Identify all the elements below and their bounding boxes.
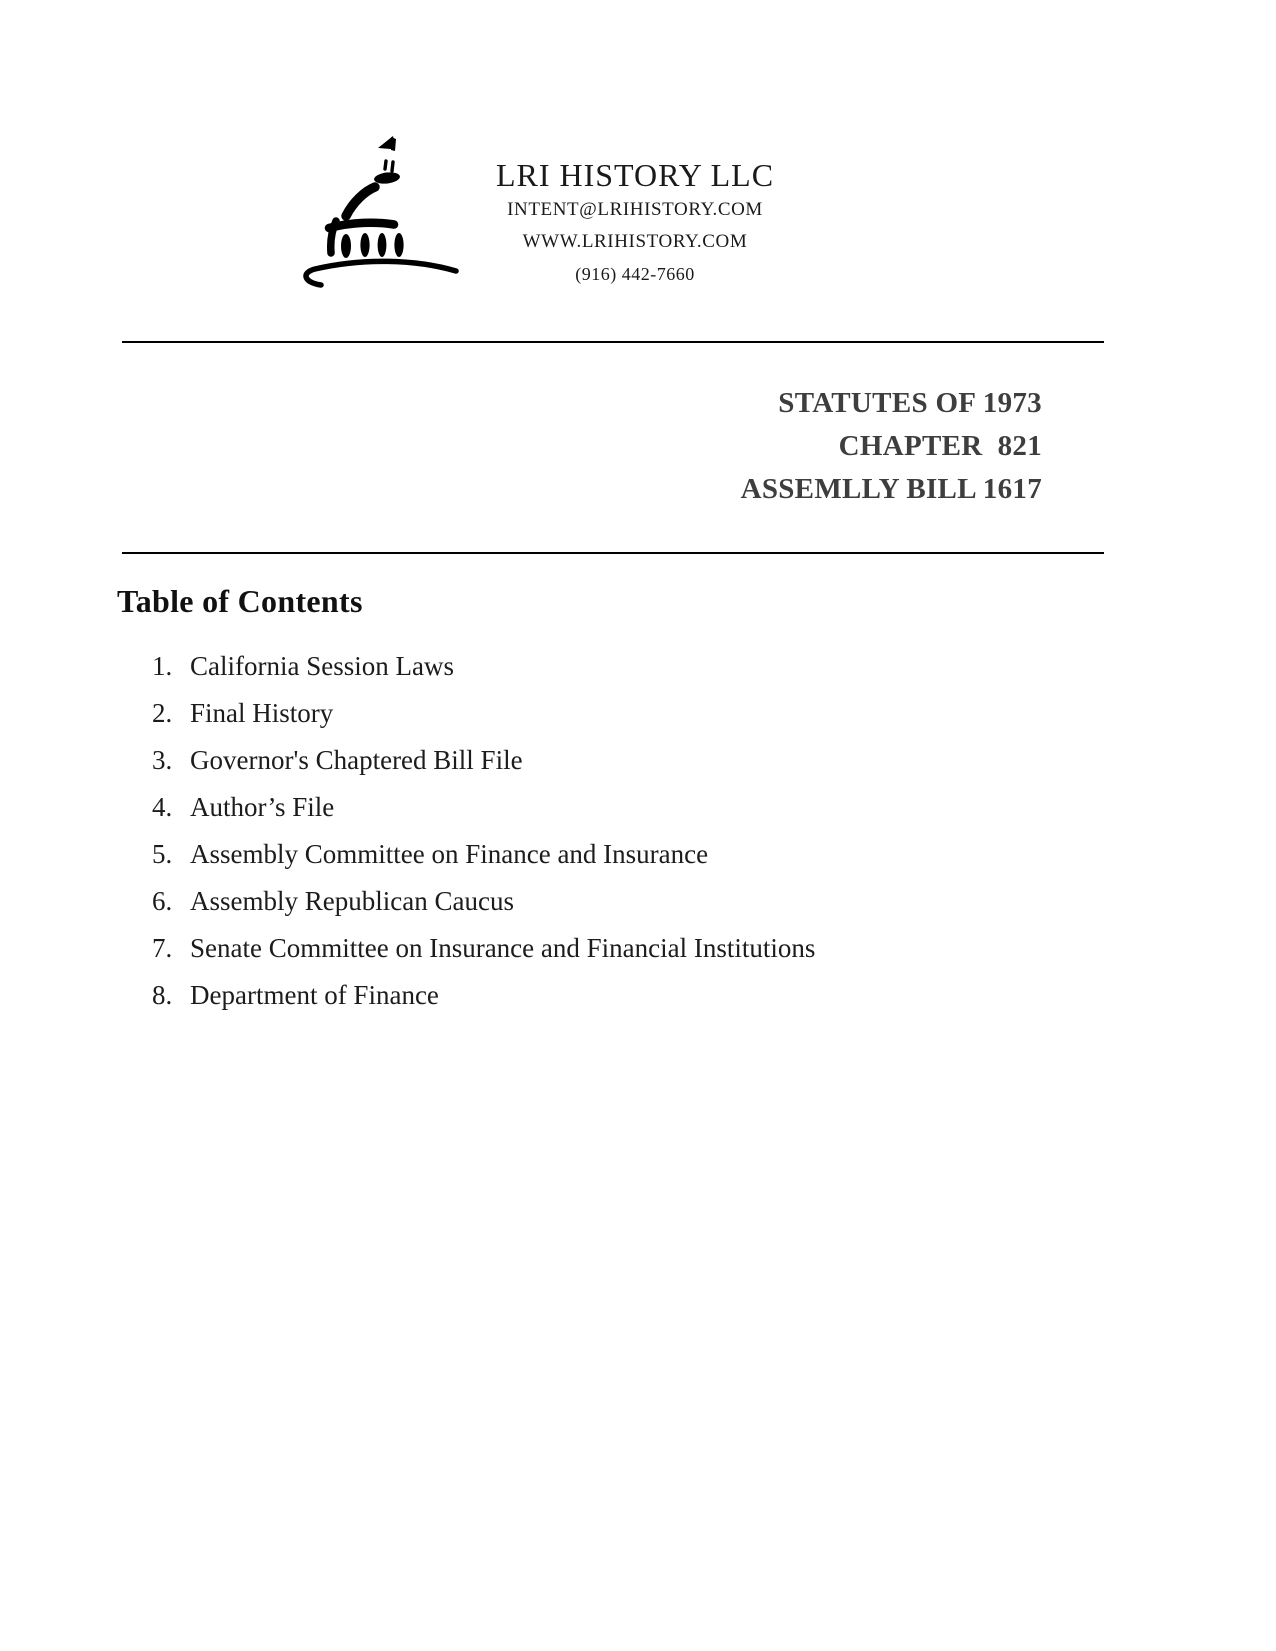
toc-item-number: 1.: [152, 651, 173, 681]
assembly-bill-line: ASSEMLLY BILL 1617: [740, 473, 1042, 505]
toc-item: [152, 699, 815, 727]
toc-item-label: Department of Finance: [190, 980, 439, 1010]
toc-item-label: Assembly Republican Caucus: [190, 886, 514, 916]
toc-item: [152, 793, 815, 821]
toc-item: [152, 746, 815, 774]
company-email: INTENT@LRIHISTORY.COM: [507, 199, 763, 220]
divider-top: [122, 341, 1104, 343]
company-website: WWW.LRIHISTORY.COM: [522, 231, 748, 252]
toc-item: [152, 934, 815, 962]
toc-item: [152, 981, 815, 1009]
toc-item: [152, 887, 815, 915]
toc-item-label: Assembly Committee on Finance and Insurance: [190, 839, 709, 869]
toc-item-label: Author’s File: [190, 792, 335, 822]
toc-item-number: 3.: [152, 745, 173, 775]
toc-item-number: 4.: [152, 792, 173, 822]
letterhead: [405, 156, 865, 290]
toc-item-number: 6.: [152, 886, 173, 916]
toc-item-number: 8.: [152, 980, 173, 1010]
toc-heading: Table of Contents: [117, 583, 363, 619]
toc-item-number: 5.: [152, 839, 173, 869]
company-name: LRI HISTORY LLC: [495, 157, 775, 193]
toc-item-label: Final History: [190, 698, 334, 728]
toc-item: [152, 652, 815, 680]
toc-item-number: 2.: [152, 698, 173, 728]
statutes-line: STATUTES OF 1973: [778, 387, 1042, 419]
toc-item-number: 7.: [152, 933, 173, 963]
company-phone: (916) 442-7660: [575, 264, 695, 284]
toc-item-label: Governor's Chaptered Bill File: [190, 745, 523, 775]
chapter-line: CHAPTER 821: [838, 430, 1042, 462]
document-title-block: [642, 382, 1042, 511]
toc-item-label: California Session Laws: [190, 651, 454, 681]
divider-bottom: [122, 552, 1104, 554]
toc-item-label: Senate Committee on Insurance and Financial Institutions: [190, 933, 816, 963]
toc-item: [152, 840, 815, 868]
toc-list: [152, 652, 815, 1009]
